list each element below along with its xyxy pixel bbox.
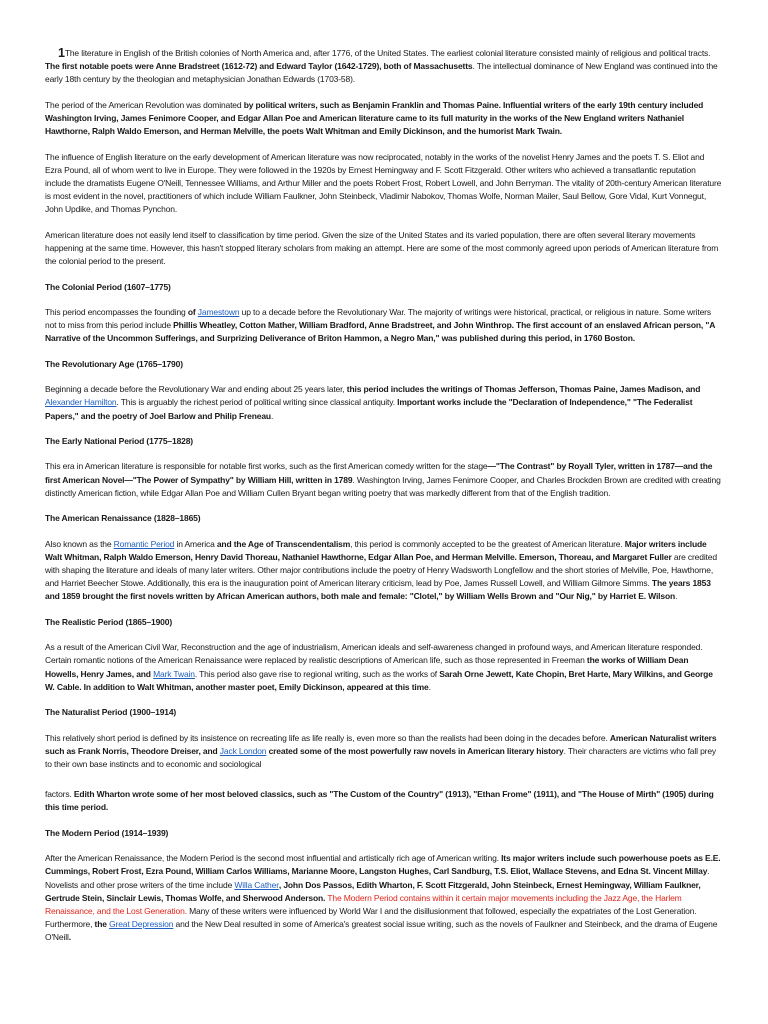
naturalist-heading: The Naturalist Period (1900–1914) [45,707,177,718]
jack-london-link[interactable]: Jack London [219,745,267,756]
alexander-hamilton-link[interactable]: Alexander Hamilton [45,397,117,408]
modern-heading: The Modern Period (1914–1939) [45,827,169,838]
romantic-period-link[interactable]: Romantic Period [113,538,175,549]
naturalist-continuation-paragraph: factors. Edith Wharton wrote some of her most beloved classics, such as "The Custom of the Country" (1913), "Ethan Frome" (1911), and "The House of Mirth" (1905) during this time period. [45,789,714,813]
great-depression-link[interactable]: Great Depression [109,919,174,930]
realistic-heading: The Realistic Period (1865–1900) [45,616,173,627]
early-national-paragraph: This era in American literature is responsible for notable first works, such as the first American comedy written for the stage—"The Contrast" by Royall Tyler, written in 1787—and the first American Novel—"The Power of Sympathy" by William Hill, written in 1789. Washington Irving, James Fenimore Cooper, and Charles Brockden Brown are credited with creating distinctly American fiction, while Edgar Allan Poe and William Cullen Bryant began writing poetry that was markedly different from that of the English tradition. [45,461,721,498]
jamestown-link[interactable]: Jamestown [197,306,240,317]
revolutionary-age-heading: The Revolutionary Age (1765–1790) [45,358,183,369]
mark-twain-link[interactable]: Mark Twain [153,668,195,679]
early-national-heading: The Early National Period (1775–1828) [45,435,193,446]
renaissance-paragraph: Also known as the Romantic Period in America and the Age of Transcendentalism, this period is commonly accepted to be the greatest of American literature. Major writers include Walt Whitman, Ralph Waldo Emerson, Henry David Thoreau, Nathaniel Hawthorne, Edgar Allan Poe, and Herman Melville. Emerson, Thoreau, and Margaret Fuller are credited with shaping the literature and ideals of many later writers. Other major contributions include the poetry of Henry Wadsworth Longfellow and the short stories of Melville, Poe, Hawthorne, and Harriet Beecher Stowe. Additionally, this era is the inauguration point of American literary criticism, lead by Poe, James Russell Lowell, and William Gilmore Simms. The years 1853 and 1859 brought the first novels written by African American authors, both male and female: "Clotel," by William Wells Brown and "Our Nig," by Harriet E. Wilson. [45,538,717,602]
influence-paragraph: The influence of English literature on the early development of American literature was now reciprocated, notably in the works of the novelist Henry James and the poets T. S. Eliot and Ezra Pound, all of whom went to live in Europe. They were followed in the 1920s by Ernest Hemingway and F. Scott Fitzgerald. Other writers who achieved a transatlantic reputation include the dramatists Eugene O'Neill, Tennessee Williams, and Arthur Miller and the poets Robert Frost, Robert Lowell, and John Berryman. The vitality of 20th-century American literature is most evident in the novel, practitioners of which include William Faulkner, John Steinbeck, Vladimir Nabokov, Thomas Wolfe, Norman Mailer, Saul Bellow, Gore Vidal, Kurt Vonnegut, John Updike, and Thomas Pynchon. [45,151,722,215]
page-number: 1 [58,46,65,60]
modern-paragraph: After the American Renaissance, the Modern Period is the second most influential and artistically rich age of American writing. Its major writers include such powerhouse poets as E.E. Cummings, Robert Frost, Ezra Pound, William Carlos Williams, Marianne Moore, Langston Hughes, Carl Sandburg, T.S. Eliot, Wallace Stevens, and Edna St. Vincent Millay. Novelists and other prose writers of the time include Willa Cather, John Dos Passos, Edith Wharton, F. Scott Fitzgerald, John Steinbeck, Ernest Hemingway, William Faulkner, Gertrude Stein, Sinclair Lewis, Thomas Wolfe, and Sherwood Anderson. The Modern Period contains within it certain major movements including the Jazz Age, the Harlem Renaissance, and the Lost Generation. Many of these writers were influenced by World War I and the disillusionment that followed, especially the expatriates of the Lost Generation. Furthermore, the Great Depression and the New Deal resulted in some of America's greatest social issue writing, such as the novels of Faulkner and Steinbeck, and the drama of Eugene O'Neill. [45,853,721,943]
realistic-paragraph: As a result of the American Civil War, Reconstruction and the age of industrialism, American ideals and self-awareness changed in profound ways, and American literature responded. Certain romantic notions of the American Renaissance were replaced by realistic descriptions of American life, such as those represented in Freeman the works of William Dean Howells, Henry James, and Mark Twain. This period also gave rise to regional writing, such as the works of Sarah Orne Jewett, Kate Chopin, Bret Harte, Mary Wilkins, and George W. Cable. In addition to Walt Whitman, another master poet, Emily Dickinson, appeared at this time. [45,642,713,692]
revolutionary-age-paragraph: Beginning a decade before the Revolutionary War and ending about 25 years later, this period includes the writings of Thomas Jefferson, Thomas Paine, James Madison, and Alexander Hamilton. This is arguably the richest period of political writing since classical antiquity. Important works include the "Declaration of Independence," "The Federalist Papers," and the poetry of Joel Barlow and Philip Freneau. [45,384,701,421]
intro-paragraph: 1The literature in English of the British colonies of North America and, after 1776, of the United States. The earliest colonial literature consisted mainly of religious and political tracts. The first notable poets were Anne Bradstreet (1612-72) and Edward Taylor (1642-1729), both of Massachusetts. The intellectual dominance of New England was continued into the early 18th century by the theologian and metaphysician Jonathan Edwards (1703-58). [45,46,718,85]
colonial-paragraph: This period encompasses the founding of Jamestown up to a decade before the Revolutionary War. The majority of writings were historical, practical, or religious in nature. Some writers not to miss from this period include Phillis Wheatley, Cotton Mather, William Bradford, Anne Bradstreet, and John Winthrop. The first account of an enslaved African person, "A Narrative of the Uncommon Sufferings, and Surprizing Deliverance of Briton Hammon, a Negro Man," was published during this period, in 1760 Boston. [45,306,715,344]
willa-cather-link[interactable]: Willa Cather [234,879,279,890]
classification-paragraph: American literature does not easily lend itself to classification by time period. Given the size of the United States and its varied population, there are often several literary movements happening at the same time. However, this hasn't stopped literary scholars from making an attempt. Here are some of the most commonly agreed upon periods of American literature from the colonial period to the present. [45,229,719,267]
revolution-paragraph: The period of the American Revolution was dominated by political writers, such as Benjamin Franklin and Thomas Paine. Influential writers of the early 19th century included Washington Irving, James Fenimore Cooper, and Edgar Allan Poe and American literature came to its full maturity in the works of the New England writers Nathaniel Hawthorne, Ralph Waldo Emerson, and Herman Melville, the poets Walt Whitman and Emily Dickinson, and the humorist Mark Twain. [45,99,704,137]
renaissance-heading: The American Renaissance (1828–1865) [45,513,201,524]
colonial-heading: The Colonial Period (1607–1775) [45,281,171,292]
naturalist-paragraph: This relatively short period is defined by its insistence on recreating life as life really is, even more so than the realists had been doing in the decades before. American Naturalist writers such as Frank Norris, Theodore Dreiser, and Jack London created some of the most powerfully raw novels in American literary history. Their characters are victims who fall prey to their own base instincts and to economic and sociological [45,732,717,769]
